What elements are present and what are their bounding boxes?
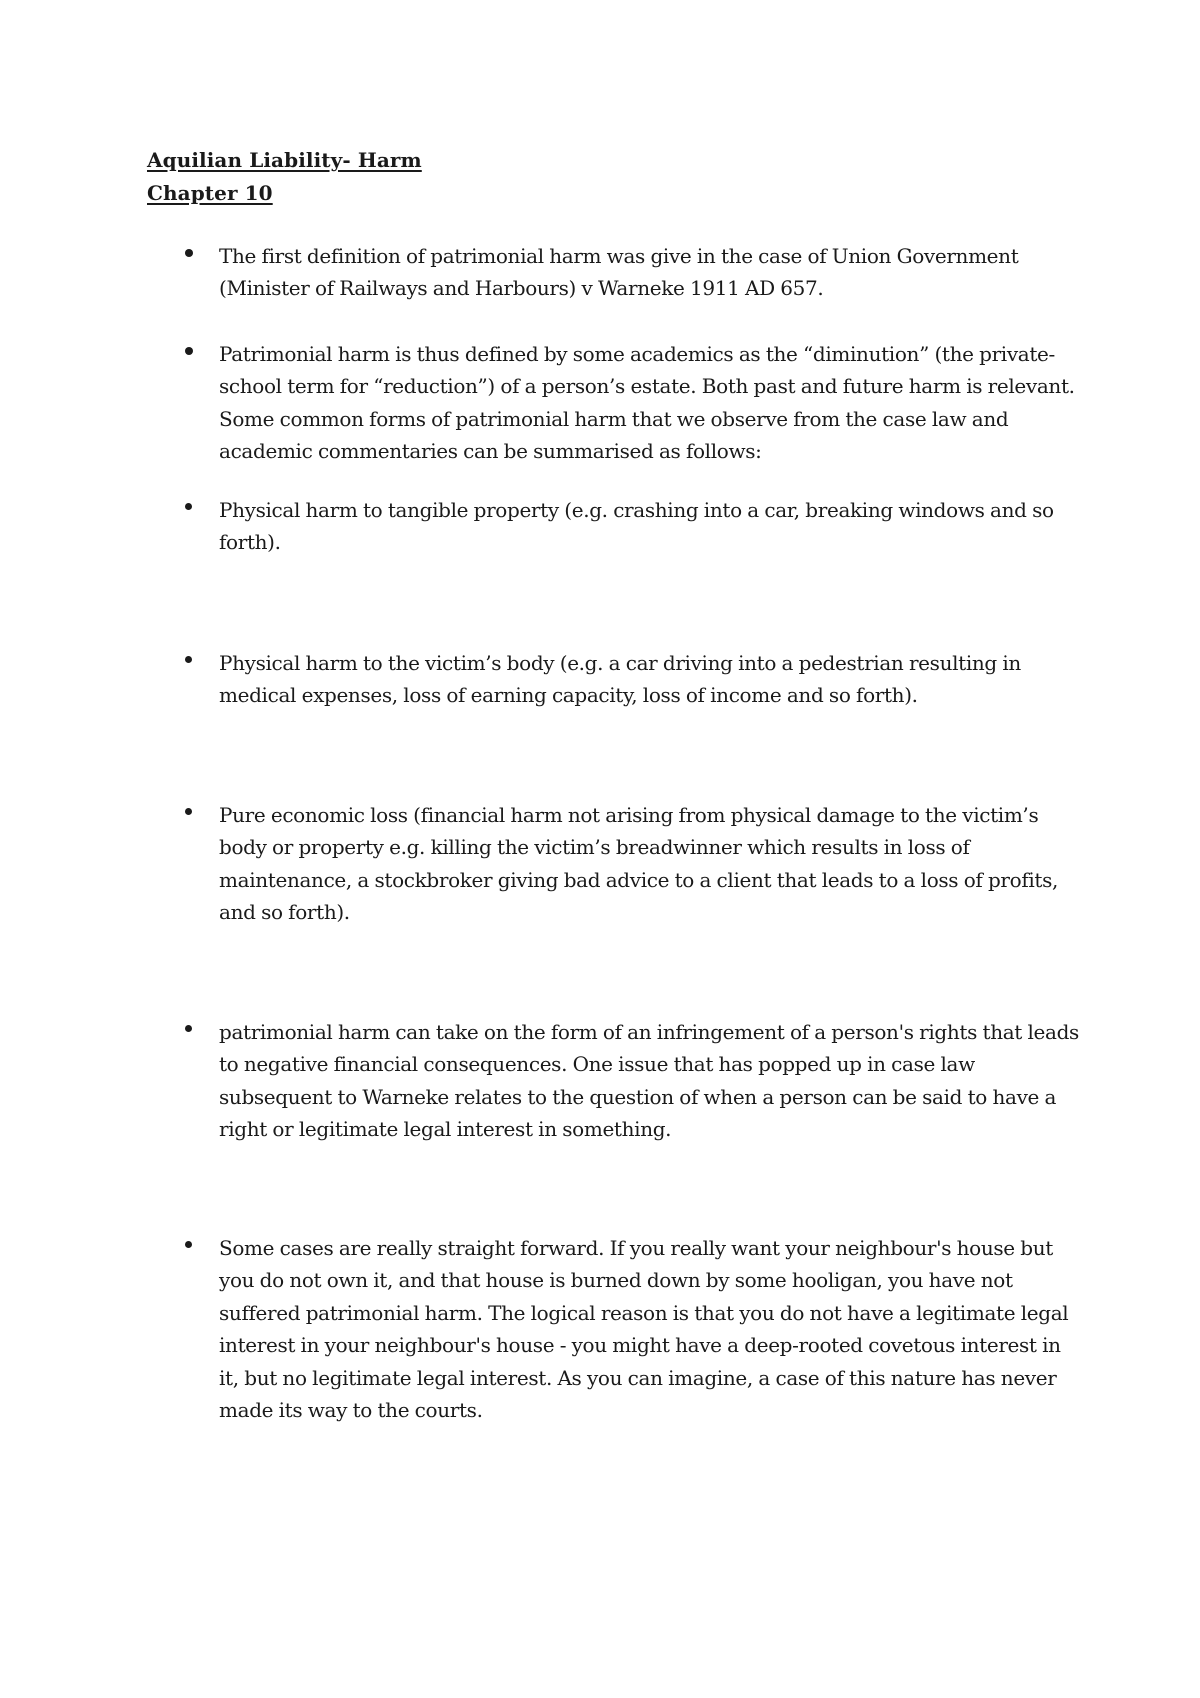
list-item	[185, 338, 1080, 468]
list-item	[185, 1016, 1080, 1146]
bullet-icon	[185, 656, 192, 663]
list-item	[185, 240, 1080, 305]
bullet-icon	[185, 808, 192, 815]
chapter-heading: Chapter 10	[147, 181, 273, 205]
list-item-text: Some cases are really straight forward. If you really want your neighbour's house but you do not own it, and that house is burned down by some hooligan, you have not suffered patrimonial harm. The logical reason is that you do not have a legitimate legal interest in your neighbour's house - you might have a deep-rooted covetous interest in it, but no legitimate legal interest. As you can imagine, a case of this nature has never made its way to the courts.	[219, 1236, 1069, 1423]
document-title: Aquilian Liability- Harm	[147, 148, 422, 172]
bullet-icon	[185, 1241, 192, 1248]
list-item-text: Physical harm to tangible property (e.g. crashing into a car, breaking windows and so forth).	[219, 498, 1054, 555]
bullet-icon	[185, 1025, 192, 1032]
list-item	[185, 494, 1080, 559]
bullet-icon	[185, 249, 193, 257]
list-item	[185, 1232, 1080, 1426]
list-item-text: patrimonial harm can take on the form of an infringement of a person's rights that leads to negative financial consequences. One issue that has popped up in case law subsequent to Warneke relates to the question of when a person can be said to have a right or legitimate legal interest in something.	[219, 1020, 1079, 1142]
bullet-icon	[185, 347, 193, 355]
list-item-text: Physical harm to the victim’s body (e.g. a car driving into a pedestrian resulting in medical expenses, loss of earning capacity, loss of income and so forth).	[219, 651, 1021, 708]
list-item	[185, 799, 1080, 929]
list-item-text: Pure economic loss (financial harm not arising from physical damage to the victim’s body or property e.g. killing the victim’s breadwinner which results in loss of maintenance, a stockbroker giving bad advice to a client that leads to a loss of profits, and so forth).	[219, 803, 1059, 925]
list-item-text: The first definition of patrimonial harm was give in the case of Union Government (Minister of Railways and Harbours) v Warneke 1911 AD 657.	[219, 244, 1019, 301]
list-item-text: Patrimonial harm is thus defined by some academics as the “diminution” (the private-school term for “reduction”) of a person’s estate. Both past and future harm is relevant. Some common forms of patrimonial harm that we observe from the case law and academic commentaries can be summarised as follows:	[219, 342, 1075, 464]
bullet-icon	[185, 503, 192, 510]
list-item	[185, 647, 1080, 712]
